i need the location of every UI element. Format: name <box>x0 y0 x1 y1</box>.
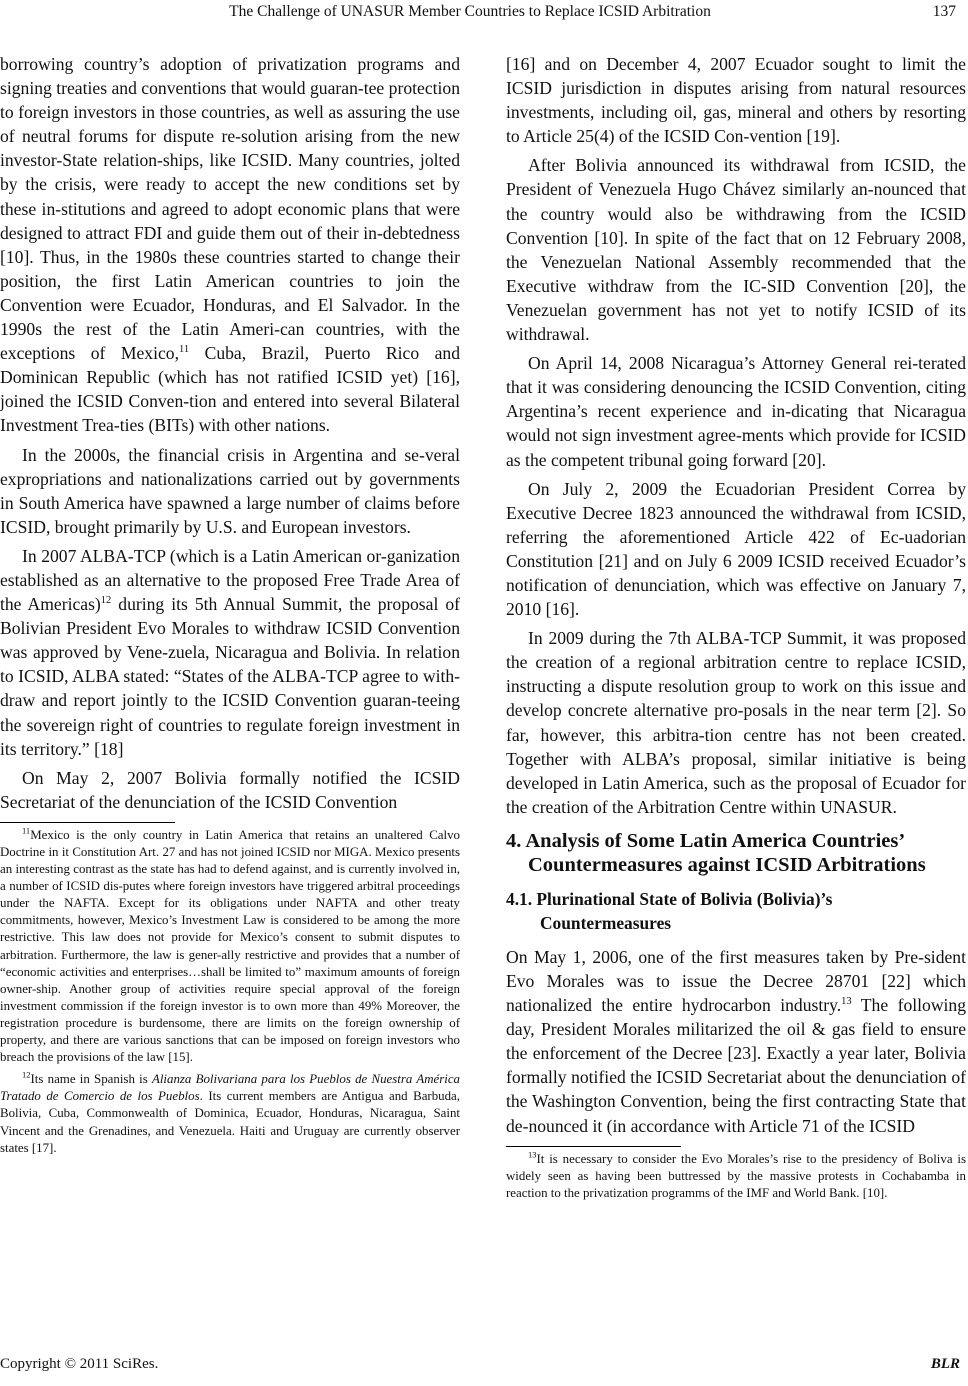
footnote-11 <box>0 827 460 1066</box>
footnote-ref: 12 <box>100 595 112 607</box>
section-heading: 4. Analysis of Some Latin America Countries’ Countermeasures against ICSID Arbitrations <box>506 829 926 876</box>
paragraph: After Bolivia announced its withdrawal from ICSID, the President of Venezuela Hugo Chávez similarly an-nounced that the country would also be withdrawing from the ICSID Convention [10]. In spite of the fact that on 12 February 2008, the Venezuelan National Assembly recommended that the Executive withdraw from the IC-SID Convention [20], the Venezuelan government has not yet to notify ICSID of its withdrawal. <box>506 155 966 345</box>
page-header <box>0 0 968 36</box>
running-title: The Challenge of UNASUR Member Countries to Replace ICSID Arbitration <box>229 3 711 20</box>
footnote-italic-text: Alianza Bolivariana para los Pueblos de Nuestra América Tratado de Comercio de los Pueblos <box>0 1072 460 1104</box>
paragraph-text: borrowing country’s adoption of privatization programs and signing treaties and conventions that would guaran-tee protection to foreign investors in those countries, as well as assuring the use of neutral forums for dispute re-solution arising from the new investor-State relation-ships, like ICSID. Many countries, jolted by the crisis, were ready to accept the new conditions set by these in-stitutions and agreed to adopt economic plans that were designed to attract FDI and guide them out of their in-debtedness [10]. Thus, in the 1980s these countries started to change their position, the first Latin American countries to join the Convention were Ecuador, Honduras, and El Salvador. In the 1990s the rest of the Latin Ameri-can countries, with the exceptions of Mexico, <box>0 54 460 364</box>
paragraph-text: The following day, President Morales militarized the oil & gas field to ensure the enforcement of the Decree [23]. Exactly a year later, Bolivia formally notified the ICSID Secretariat about the denunciation of the Washington Convention, being the first contracting State that de-nounced it (in accordance with Article 71 of the ICSID <box>506 995 967 1136</box>
paragraph: On April 14, 2008 Nicaragua’s Attorney General rei-terated that it was considering denouncing the ICSID Convention, citing Argentina’s recent experience and in-dicating that Nicaragua would not sign investment agree-ments which provide for ICSID as the competent tribunal going forward [20]. <box>506 353 966 470</box>
paragraph-text: during its 5th Annual Summit, the proposal of Bolivian President Evo Morales to withdraw ICSID Convention was approved by Vene-zuela, Nicaragua and Bolivia. In relation to ICSID, ALBA stated: “States of the ALBA-TCP agree to with-draw and report jointly to the ICSID Convention guaran-teeing the sovereign right of countries to regulate foreign investment in its territory.” [18] <box>0 594 460 759</box>
paragraph-text: Cuba, Brazil, Puerto Rico and Dominican Republic (which has not ratified ICSID yet) [16], joined the ICSID Conven-tion and entered into several Bilateral Investment Trea-ties (BITs) with other nations. <box>0 343 460 436</box>
page-number: 137 <box>932 3 956 20</box>
paragraph <box>0 544 460 761</box>
journal-abbreviation: BLR <box>930 1356 960 1372</box>
page-footer <box>0 1356 968 1382</box>
paragraph-text: On May 1, 2006, one of the first measures taken by Pre-sident Evo Morales was to issue the Decree 28701 [22] which nationalized the entire hydrocarbon industry. <box>506 946 966 1016</box>
footnote-text: It is necessary to consider the Evo Morales’s rise to the presidency of Boliva is widely seen as having been buttressed by the massive protests in Cochabamba in reaction to the privatization programms of the IMF and World Bank. [10]. <box>506 1151 966 1200</box>
footnote-text: Its name in Spanish is <box>30 1072 152 1087</box>
footnote-13 <box>506 1151 966 1202</box>
right-column <box>506 52 966 1207</box>
paragraph: On May 2, 2007 Bolivia formally notified the ICSID Secretariat of the denunciation of the ICSID Convention <box>0 767 460 812</box>
footnote-divider <box>506 1146 681 1147</box>
footnote-divider <box>0 822 175 823</box>
paragraph: [16] and on December 4, 2007 Ecuador sought to limit the ICSID jurisdiction in disputes arising from natural resources investments, including oil, gas, mineral and others by resorting to Article 25(4) of the ICSID Con-vention [19]. <box>506 54 966 147</box>
footnote-number: 11 <box>22 825 31 836</box>
footnote-number: 13 <box>528 1149 537 1160</box>
footnote-text: . Its current members are Antigua and Barbuda, Bolivia, Cuba, Commonwealth of Dominica, Ecuador, Honduras, Nicaragua, Saint Vincent and the Grenadines, and Venezuela. Haiti and Uruguay are currently observer states [17]. <box>0 1089 460 1155</box>
paragraph <box>0 52 460 438</box>
footnote-ref: 11 <box>179 344 190 356</box>
footnote-number: 12 <box>22 1069 31 1080</box>
paragraph-text: In 2007 ALBA-TCP (which is a Latin American or-ganization established as an alternative to the proposed Free Trade Area of the Americas) <box>0 545 460 615</box>
copyright-notice: Copyright © 2011 SciRes. <box>0 1356 159 1372</box>
paragraph: On July 2, 2009 the Ecuadorian President Correa by Executive Decree 1823 announced the withdrawal from ICSID, referring the aforementioned Article 422 of Ec-uadorian Constitution [21] and on July 6 2009 ICSID received Ecuador’s notification of denunciation, which was effective on January 7, 2010 [16]. <box>506 478 966 620</box>
paragraph <box>506 945 966 1138</box>
footnote-ref: 13 <box>841 996 852 1008</box>
footnote-12 <box>0 1071 460 1156</box>
left-column <box>0 52 460 1162</box>
paragraph: In 2009 during the 7th ALBA-TCP Summit, it was proposed the creation of a regional arbitration centre to replace ICSID, instructing a dispute resolution group to work on this issue and develop concrete alternative pro-posals in the near term [2]. So far, however, this arbitra-tion centre has not been created. Together with ALBA’s proposal, similar initiative is being developed in Latin America, such as the proposal of Ecuador for the creation of the Arbitration Centre within UNASUR. <box>506 628 966 817</box>
footnote-text: Mexico is the only country in Latin America that retains an unaltered Calvo Doctrine in it Constitution Art. 27 and has not joined ICSID nor MIGA. Mexico presents an interesting contrast as the state has had to defend against, and is currently involved in, a number of ICSID dis-putes where foreign investors have triggered arbitral proceedings under the NAFTA. Except for its obligations under NAFTA and other treaty commitments, however, Mexico’s Investment Law is considered to be among the more restrictive. This law does not provide for Mexico’s consent to submit disputes to arbitration. Furthermore, the law is gener-ally restrictive and provides that a number of “economic activities and enterprises…shall be limited to” maximum amounts of foreign owner-ship. Another group of activities require special approval of the foreign investment commission if the foreign investor is to own more than 49% Moreover, the registration procedure is burdensome, there are limits on the foreign ownership of property, and there are various sanctions that can be imposed on foreign investors who breach the provisions of the law [15]. <box>0 827 460 1065</box>
paragraph: In the 2000s, the financial crisis in Argentina and se-veral expropriations and nationalizations carried out by governments in South America have spawned a large number of claims before ICSID, brought primarily by U.S. and European investors. <box>0 444 460 537</box>
subsection-heading: 4.1. Plurinational State of Bolivia (Bolivia)’s Countermeasures <box>506 888 833 933</box>
